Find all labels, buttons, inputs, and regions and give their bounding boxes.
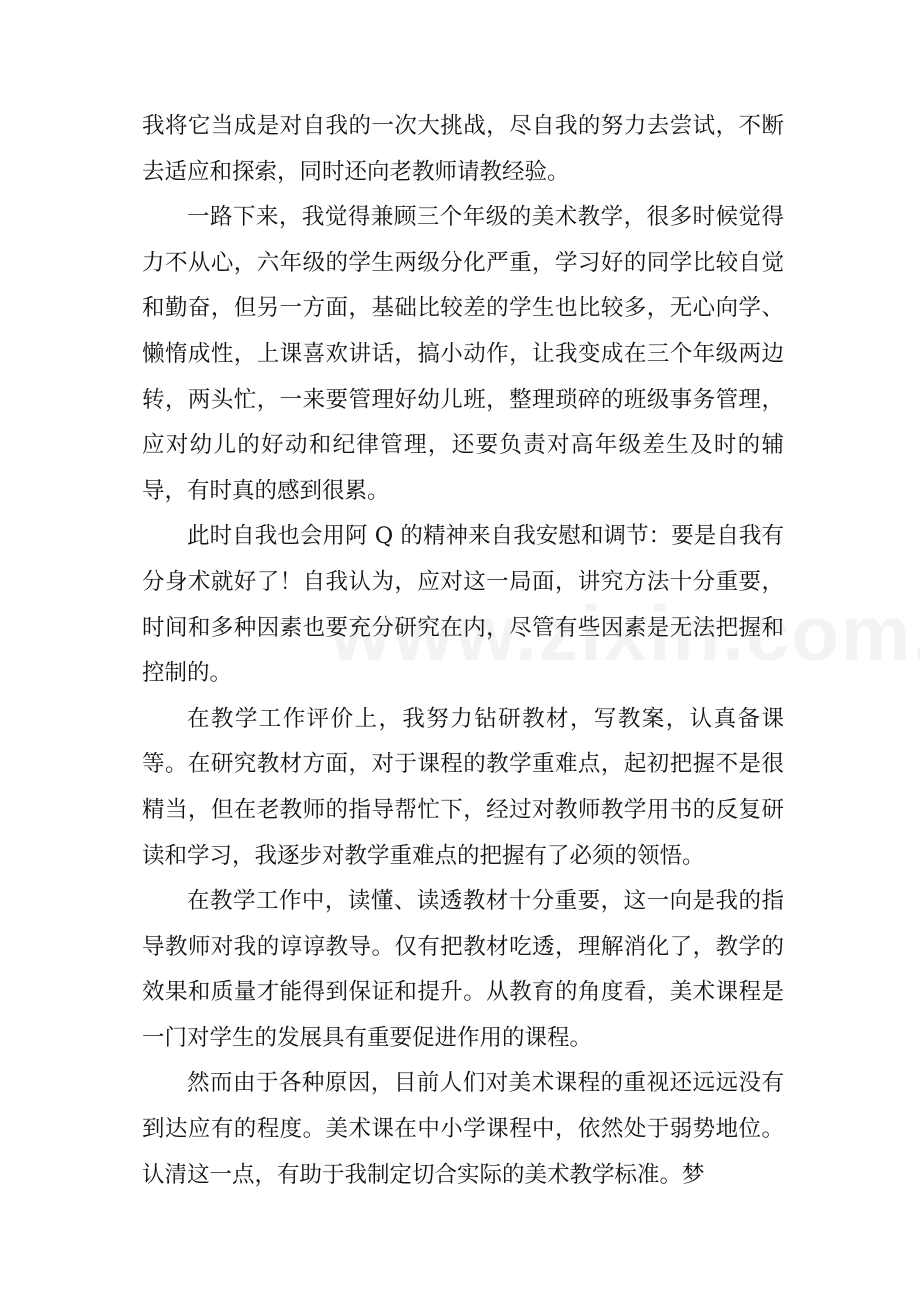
- paragraph-3: 此时自我也会用阿 Q 的精神来自我安慰和调节：要是自我有分身术就好了！自我认为，应对这一局面，讲究方法十分重要，时间和多种因素也要充分研究在内，尽管有些因素是无法把握和控制的。: [142, 523, 784, 687]
- paragraph-6: 然而由于各种原因，目前人们对美术课程的重视还远远没有到达应有的程度。美术课在中小学课程中，依然处于弱势地位。认清这一点，有助于我制定切合实际的美术教学标准。梦: [142, 1070, 784, 1188]
- paragraph-1: 我将它当成是对自我的一次大挑战，尽自我的努力去尝试，不断去适应和探索，同时还向老教师请教经验。: [142, 113, 784, 185]
- paragraph-4: 在教学工作评价上，我努力钻研教材，写教案，认真备课等。在研究教材方面，对于课程的教学重难点，起初把握不是很精当，但在老教师的指导帮忙下，经过对教师教学用书的反复研读和学习，我逐步对教学重难点的把握有了必须的领悟。: [142, 705, 784, 869]
- paragraph-5: 在教学工作中，读懂、读透教材十分重要，这一向是我的指导教师对我的谆谆教导。仅有把教材吃透，理解消化了，教学的效果和质量才能得到保证和提升。从教育的角度看，美术课程是一门对学生的发展具有重要促进作用的课程。: [142, 888, 784, 1051]
- paragraph-2: 一路下来，我觉得兼顾三个年级的美术教学，很多时候觉得力不从心，六年级的学生两级分化严重，学习好的同学比较自觉和勤奋，但另一方面，基础比较差的学生也比较多，无心向学、懒惰成性，上课喜欢讲话，搞小动作，让我变成在三个年级两边转，两头忙，一来要管理好幼儿班，整理琐碎的班级事务管理，应对幼儿的好动和纪律管理，还要负责对高年级差生及时的辅导，有时真的感到很累。: [142, 204, 784, 504]
- document-body: [142, 104, 784, 1198]
